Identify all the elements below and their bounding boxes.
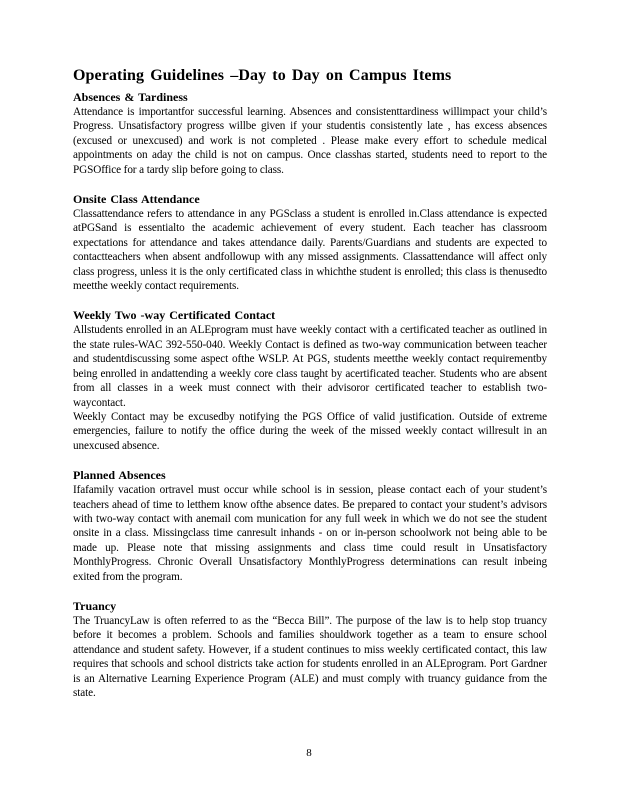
section-paragraph: Classattendance refers to attendance in any PGSclass a student is enrolled in.Class attendance is expected atPGSand is essentialto the academic achievement of every student. Each teacher has classroom expectations for attendance and takes attendance daily. Parents/Guardians and students are expected to contactteachers when absent andfollowup with any missed assignments. Classattendance will affect only class progress, unless it is the only certificated class in whichthe student is enrolled; this class is thenusedto meetthe weekly contact requirements. [73,208,547,293]
section-paragraph: Attendance is importantfor successful learning. Absences and consistenttardiness willimpact your child’s Progress. Unsatisfactory progress willbe given if your studentis consistently late , has excess absences (excused or unexcused) and work is not completed . Please make every effort to schedule medical appointments on aday the child is not on campus. Once classhas started, students need to report to the PGSOffice for a tardy slip before going to class. [73,106,547,176]
section-heading: Truancy [73,598,117,613]
section-heading: Onsite Class Attendance [73,192,200,207]
page-number: 8 [306,747,312,759]
section-truancy [73,599,547,700]
section-weekly-contact [73,308,547,453]
page-content [73,66,547,715]
section-paragraph: Allstudents enrolled in an ALEprogram must have weekly contact with a certificated teacher as outlined in the state rules-WAC 392-550-040. Weekly Contact is defined as two-way communication between teacher and studentdiscussing some aspect ofthe WSLP. At PGS, students meetthe weekly contact requirementby being enrolled in andattending a weekly core class taught by acertificated teacher. Students who are absent from all classes in a week must connect with their advisoror certificated teacher to establish two-waycontact. [73,324,547,409]
section-paragraph: Ifafamily vacation ortravel must occur while school is in session, please contact each of your student’s teachers ahead of time to letthem know ofthe absence dates. Be prepared to contact your student’s advisors with two-way contact with anemail com munication for any full week in which we do not see the student onsite in a class. Missingclass time canresult inhands - on or in-person schoolwork not being able to be made up. Please note that missing assignments and class time could result in Unsatisfactory MonthlyProgress. Chronic Overall Unsatisfactory MonthlyProgress determinations can result inbeing exited from the program. [73,484,547,583]
section-heading: Planned Absences [73,468,166,483]
section-heading: Absences & Tardiness [73,90,188,104]
section-heading: Weekly Two -way Certificated Contact [73,308,276,323]
section-paragraph: Weekly Contact may be excusedby notifying the PGS Office of valid justification. Outside of extreme emergencies, failure to notify the office during the week of the missed weekly contact willresult in an unexcused absence. [73,410,547,452]
page-title: Operating Guidelines –Day to Day on Campus Items [73,67,452,84]
section-absences-tardiness [73,90,547,177]
section-onsite-class-attendance [73,192,547,293]
section-planned-absences [73,468,547,584]
section-paragraph: The TruancyLaw is often referred to as the “Becca Bill”. The purpose of the law is to help stop truancy before it becomes a problem. Schools and families shouldwork together as a team to ensure school attendance and student safety. However, if a student continues to miss weekly certificated contact, this law requires that schools and school districts take action for students enrolled in an ALEprogram. Port Gardner is an Alternative Learning Experience Program (ALE) and must comply with truancy guidance from the state. [73,614,547,699]
